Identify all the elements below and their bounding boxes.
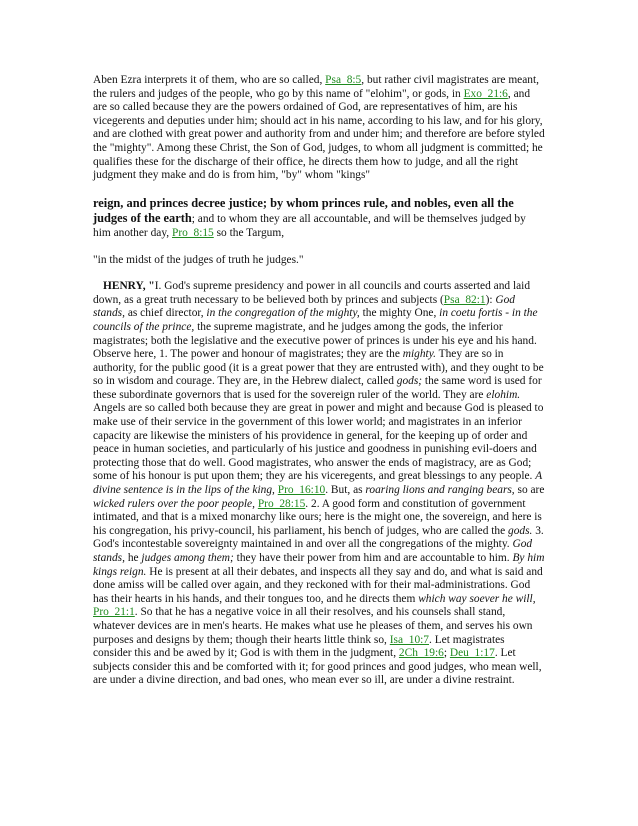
text-run: "in the midst of the judges of truth he judges." — [93, 253, 304, 266]
italic-quote: which way soever he will, — [418, 592, 536, 605]
text-run: the same word is used for these subordinate governors that is used for the sovereign ruler of the world. They are — [93, 375, 542, 401]
italic-quote: gods. — [508, 524, 533, 537]
scripture-reference-link[interactable]: Psa_8:5 — [325, 74, 362, 86]
text-run: , and are so called because they are the powers ordained of God, are representatives of him, are his vicegerents and deputies under him; should act in his name, according to his law, and for his glory, and are clothed with great power and authority from and under him; and therefore are before styled the "mighty". Among these Christ, the Son of God, judges, to whom all judgment is committed; he qualifies these for the discharge of their office, he directs them how to judge, and all the right judgment they make and do is from him, "by" whom "kings" — [93, 87, 545, 182]
scripture-reference-link[interactable]: Pro_21:1 — [93, 606, 135, 619]
scripture-reference-link[interactable]: Psa_82:1 — [443, 293, 486, 306]
italic-quote: God stands, — [93, 293, 516, 320]
italic-quote: A divine sentence is in the lips of the king, — [93, 470, 543, 497]
scripture-reference-link[interactable]: Deu_1:17 — [449, 647, 495, 660]
italic-quote: elohim. — [486, 388, 521, 401]
text-run: so the Targum, — [213, 226, 285, 239]
document-page — [93, 74, 545, 701]
paragraph-p2 — [93, 196, 545, 241]
scripture-reference-link[interactable]: Isa_10:7 — [389, 633, 429, 646]
italic-quote: in coetu fortis - in the councils of the prince, — [93, 307, 538, 333]
text-run: the supreme magistrate, and he judges among the gods, the inferior magistrates; both the legislative and the executive power of princes is under his eye and his hand. Observe here, 1. The power and honour of magistrates; they are the — [93, 320, 537, 361]
bold-verse-text: reign, and princes decree justice; by whom princes rule, and nobles, even all the judges of the earth — [93, 195, 514, 226]
text-run: . Let subjects consider this and be comforted with it; for good princes and good judges, who mean well, are under a divine direction, and bad ones, who mean ever so ill, are under a divine restraint. — [93, 647, 542, 687]
italic-quote: By him kings reign. — [93, 552, 545, 578]
italic-quote: mighty. — [402, 348, 436, 361]
text-run: I. God's supreme presidency and power in all councils and courts asserted and laid down, as a great truth necessary to be believed both by princes and subjects ( — [93, 280, 531, 306]
scripture-reference-link[interactable]: 2Ch_19:6 — [398, 647, 444, 660]
commentator-name: HENRY, " — [103, 280, 155, 293]
scripture-reference-link[interactable]: Pro_8:15 — [171, 226, 214, 239]
italic-quote: God stands, — [93, 538, 533, 564]
text-run: . So that he has a negative voice in all their resolves, and his counsels shall stand, whatever devices are in men's hearts. He makes what use he pleases of them, and serves his own purposes and designs by them; though their hearts little think so, — [93, 606, 533, 646]
italic-quote: judges among them; — [141, 552, 234, 564]
scripture-reference-link[interactable]: Pro_16:10 — [277, 484, 326, 497]
text-run: so are — [514, 484, 545, 497]
text-run: He is present at all their debates, and inspects all they say and do, and what is said and done amiss will be called over again, and they reckoned with for their mal-administrations. God has their hearts in his hands, and their tongues too, and he directs them — [93, 565, 543, 605]
text-run: they have their power from him and are accountable to him. — [233, 552, 513, 564]
text-run: , but rather civil magistrates are meant, the rulers and judges of the people, who go by this name of "elohim", or gods, in — [93, 74, 540, 100]
text-run: 3. God's incontestable sovereignty maintained in and over all the congregations of the mighty. — [93, 524, 544, 551]
italic-quote: roaring lions and ranging bears, — [365, 484, 515, 497]
paragraph-p4 — [93, 280, 545, 688]
text-run: as chief director, — [124, 307, 207, 320]
paragraph-p3 — [93, 254, 545, 268]
text-run: Angels are so called both because they are great in power and might and because God is pleased to make use of their service in the government of this lower world; and magistrates in an inferior capacity are likewise the ministers of his providence in general, for the keeping up of order and peace in human societies, and particularly of his justice and goodness in punishing evil-doers and protecting those that do well. Good magistrates, who answer the ends of magistracy, are as God; some of his honour is put upon them; they are his viceregents, and great blessings to any people. — [93, 402, 544, 483]
text-run: . 2. A good form and constitution of government intimated, and that is a mixed monarchy like ours; here is the might one, the sovereign, and here is his congregation, his privy-council, his parliament, his bench of judges, who are called the — [93, 497, 542, 537]
scripture-reference-link[interactable]: Exo_21:6 — [463, 87, 508, 100]
text-run: . But, as — [325, 484, 366, 497]
scripture-reference-link[interactable]: Pro_28:15 — [257, 497, 306, 510]
text-run: the mighty One, — [359, 307, 440, 320]
text-run: They are so in authority, for the public good (it is a great power that they are entrusted with), and they ought to be so in wisdom and courage. They are, in the Hebrew dialect, called — [93, 348, 544, 388]
italic-quote: wicked rulers over the poor people, — [93, 497, 255, 510]
text-run: ; and to whom they are all accountable, and will be themselves judged by him another day, — [93, 213, 526, 239]
italic-quote: gods; — [396, 375, 423, 388]
text-run: Aben Ezra interprets it of them, who are so called, — [93, 74, 326, 86]
text-run: ; — [443, 647, 450, 660]
text-run: . Let magistrates consider this and be awed by it; God is with them in the judgment, — [93, 633, 505, 660]
text-run: ): — [485, 293, 496, 306]
text-run: he — [124, 552, 142, 564]
paragraph-p1 — [93, 74, 545, 183]
italic-quote: in the congregation of the mighty, — [206, 307, 360, 320]
